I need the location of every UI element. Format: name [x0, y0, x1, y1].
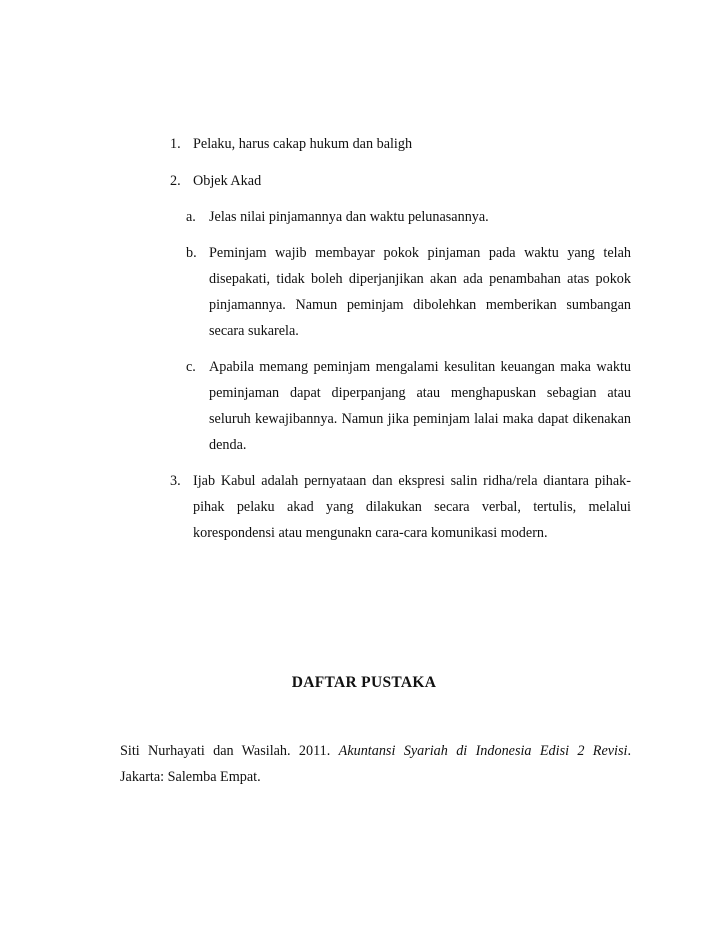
sublist-item-c-line-3: seluruh kewajibannya. Namun jika peminjam lalai maka dapat dikenakan: [209, 411, 631, 427]
list-item-1-text: Pelaku, harus cakap hukum dan baligh: [193, 136, 413, 152]
sublist-item-c-line-4: denda.: [209, 437, 247, 453]
sublist-item-c-line-2: peminjaman dapat diperpanjang atau menghapuskan sebagian atau: [209, 385, 631, 401]
bibliography-publisher: Jakarta: Salemba Empat.: [120, 769, 261, 785]
sublist-item-a-text: Jelas nilai pinjamannya dan waktu pelunasannya.: [209, 209, 489, 225]
list-item-2-text: Objek Akad: [193, 173, 262, 189]
sublist-letter-c: c.: [186, 359, 196, 375]
list-number-1: 1.: [170, 136, 181, 152]
sublist-item-b-line-2: disepakati, tidak boleh diperjanjikan akan ada penambahan atas pokok: [209, 271, 631, 287]
sublist-item-b-line-4: secara sukarela.: [209, 323, 299, 339]
sublist-item-c-line-1: Apabila memang peminjam mengalami kesulitan keuangan maka waktu: [209, 359, 631, 375]
list-item-3-line-1: Ijab Kabul adalah pernyataan dan ekspresi salin ridha/rela diantara pihak-: [193, 473, 631, 489]
sublist-item-b-line-1: Peminjam wajib membayar pokok pinjaman pada waktu yang telah: [209, 245, 631, 261]
list-item-3-line-2: pihak pelaku akad yang dilakukan secara verbal, tertulis, melalui: [193, 499, 631, 515]
bibliography-title: Akuntansi Syariah di Indonesia Edisi 2 Revisi: [338, 743, 628, 759]
bibliography-entry-line-1: [120, 742, 631, 760]
bibliography-heading: DAFTAR PUSTAKA: [291, 674, 437, 691]
sublist-letter-b: b.: [186, 245, 197, 261]
bibliography-title-end: .: [627, 743, 632, 759]
list-number-2: 2.: [170, 173, 181, 189]
list-number-3: 3.: [170, 473, 181, 489]
sublist-item-b-line-3: pinjamannya. Namun peminjam dibolehkan memberikan sumbangan: [209, 297, 631, 313]
sublist-letter-a: a.: [186, 209, 196, 225]
list-item-3-line-3: korespondensi atau mengunakn cara-cara komunikasi modern.: [193, 525, 548, 541]
bibliography-authors-year: Siti Nurhayati dan Wasilah. 2011.: [120, 743, 331, 759]
